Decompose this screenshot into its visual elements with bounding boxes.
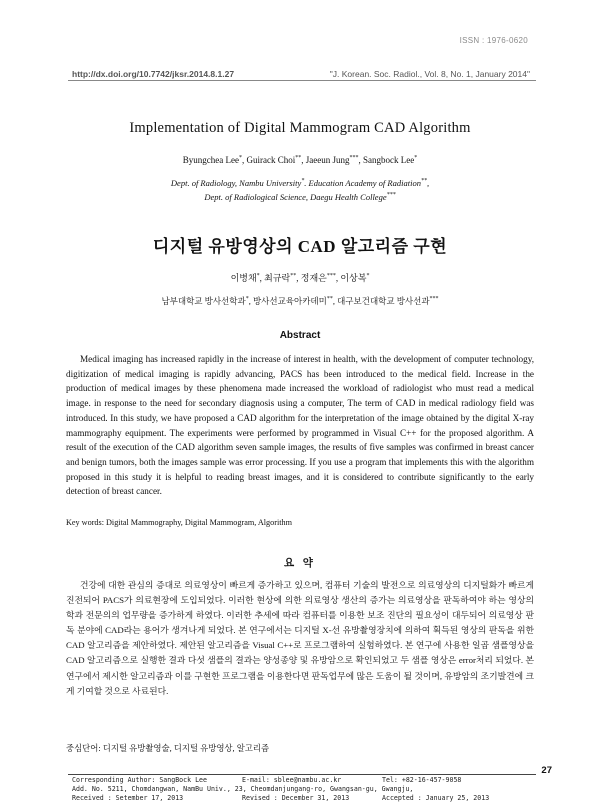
journal-reference: "J. Korean. Soc. Radiol., Vol. 8, No. 1, January 2014" — [329, 69, 530, 79]
author-mark: * — [366, 273, 370, 279]
affiliation-mark: *** — [429, 296, 439, 303]
author-name: 이상복 — [340, 273, 367, 283]
abstract-body: Medical imaging has increased rapidly in the increase of interest in health, with the development of computer technology, digitization of medical imaging is rapidly advancing, PACS has been introduced to the medical field. Increase in the production of medical images by these phenomena made increased the workload of radiologist who must read a medical image. in response to the need for secondary diagnosis using a computer, The term of CAD in medical radiology field was introduced. In this study, we have proposed a CAD algorithm for the interpretation of the image obtained by the digital X-ray mammography equipment. The experiments were performed by programmed in Visual C++ for the proposed algorithm. A result of the execution of the CAD algorithm seven sample images, the results of five samples was confirmed in breast cancer and benign tumors, both the images sample was error processing. If you use a program that implements this with the algorithm proposed in this study it is helpful to reading breast images, and it is considered to contribute significantly to the early detection of breast cancer. — [66, 354, 534, 497]
paper-title-ko: 디지털 유방영상의 CAD 알고리즘 구현 — [152, 237, 448, 256]
affiliation-name: Dept. of Radiology, Nambu University — [170, 178, 302, 188]
affiliation-name: 방사선교육아카데미 — [252, 296, 327, 306]
summary-body-ko: 건강에 대한 관심의 증대로 의료영상이 빠르게 증가하고 있으며, 컴퓨터 기술의 발전으로 의료영상의 디지털화가 빠르게 진전되어 PACS가 의료현장에 도입되었다. 이러한 현상에 의한 의료영상 생산의 증가는 의료영상을 판독하여야 하는 영상의학과 전문의의 업무량을 증가하게 하였다. 이러한 추세에 따라 컴퓨터를 이용한 보조 진단의 필요성이 대두되어 의료영상 판독 분야에 CAD라는 용어가 생겨나게 되었다. 본 연구에서는 디지털 X-선 유방촬영장치에 의하여 획득된 영상의 판독을 위한 CAD 알고리즘을 제안하였다. 제안된 알고리즘을 Visual C++로 프로그램하여 실험하였다. 본 연구에 사용한 일곱 샘플영상을 CAD 알고리즘으로 실행한 결과 다섯 샘플의 결과는 양성종양 및 유방암으로 확인되었고 두 샘플 영상은 error처리 되었다. 본 연구에서 제시한 알고리즘과 이를 구현한 프로그램을 이용한다면 판독업무에 많은 도움이 될 것이며, 유방암의 조기발견에 크게 기여할 것으로 사료된다. — [66, 580, 534, 696]
author-mark: ** — [295, 155, 302, 161]
author-list-en: Byungchea Lee*, Guirack Choi**, Jaeeun Jung***, Sangbock Lee* — [182, 155, 418, 165]
author-mark: * — [414, 155, 418, 161]
author-name: Byungchea Lee — [182, 155, 239, 165]
corresponding-address: Add. No. 5211, Chomdangwan, NamBu Univ., 23, Cheomdanjungang-ro, Gwangsan-gu, Gwangju, — [72, 785, 414, 793]
affiliation-ko: 남부대학교 방사선학과*, 방사선교육아카데미**, 대구보건대학교 방사선과*** — [161, 296, 439, 306]
doi-link[interactable]: http://dx.doi.org/10.7742/jksr.2014.8.1.27 — [72, 69, 235, 79]
affiliation-en-line1: Dept. of Radiology, Nambu University*. Education Academy of Radiation**, — [170, 178, 430, 188]
page-number: 27 — [541, 765, 552, 776]
affiliation-name: 남부대학교 방사선학과 — [161, 296, 246, 306]
author-name: Guirack Choi — [246, 155, 296, 165]
abstract-heading: Abstract — [279, 330, 321, 341]
author-name: 이병채 — [230, 273, 257, 283]
corresponding-author: Corresponding Author: SangBock Lee — [72, 776, 207, 784]
author-mark: *** — [349, 155, 359, 161]
revised-date: Revised : December 31, 2013 — [242, 794, 350, 802]
corresponding-email: E-mail: sblee@nambu.ac.kr — [242, 776, 342, 784]
keywords-ko: 중심단어: 디지털 유방촬영술, 디지털 유방영상, 알고리즘 — [66, 744, 270, 753]
summary-heading-ko: 요 약 — [284, 558, 316, 569]
header-divider — [68, 80, 536, 81]
corresponding-tel: Tel: +82-16-457-9058 — [382, 776, 462, 784]
author-name: Sangbock Lee — [363, 155, 415, 165]
affiliation-en-line2 — [0, 192, 600, 202]
affiliation-mark: * — [245, 296, 249, 303]
affiliation-name: Dept. of Radiological Science, Daegu Health College — [204, 192, 387, 202]
author-mark: *** — [326, 273, 336, 279]
author-mark: * — [256, 273, 260, 279]
received-date: Received : Setember 17, 2013 — [72, 794, 184, 802]
affiliation-mark: *** — [386, 192, 396, 199]
accepted-date: Accepted : January 25, 2013 — [382, 794, 490, 802]
issn-label: ISSN : 1976-0620 — [459, 36, 528, 45]
author-name: 정재은 — [300, 273, 327, 283]
affiliation-name: 대구보건대학교 방사선과 — [337, 296, 430, 306]
paper-title-en: Implementation of Digital Mammogram CAD Algorithm — [129, 120, 471, 136]
author-name: Jaeeun Jung — [305, 155, 350, 165]
affiliation-mark: * — [301, 178, 305, 185]
author-list-ko: 이병채*, 최규락**, 정재은***, 이상복* — [230, 273, 370, 283]
affiliation-name: Education Academy of Radiation — [308, 178, 421, 188]
author-mark: ** — [290, 273, 297, 279]
keywords-en: Key words: Digital Mammography, Digital Mammogram, Algorithm — [66, 518, 292, 527]
author-mark: * — [239, 155, 242, 161]
footer-divider — [68, 774, 536, 775]
affiliation-mark: ** — [326, 296, 333, 303]
affiliation-mark: ** — [420, 178, 427, 185]
author-name: 최규락 — [264, 273, 291, 283]
